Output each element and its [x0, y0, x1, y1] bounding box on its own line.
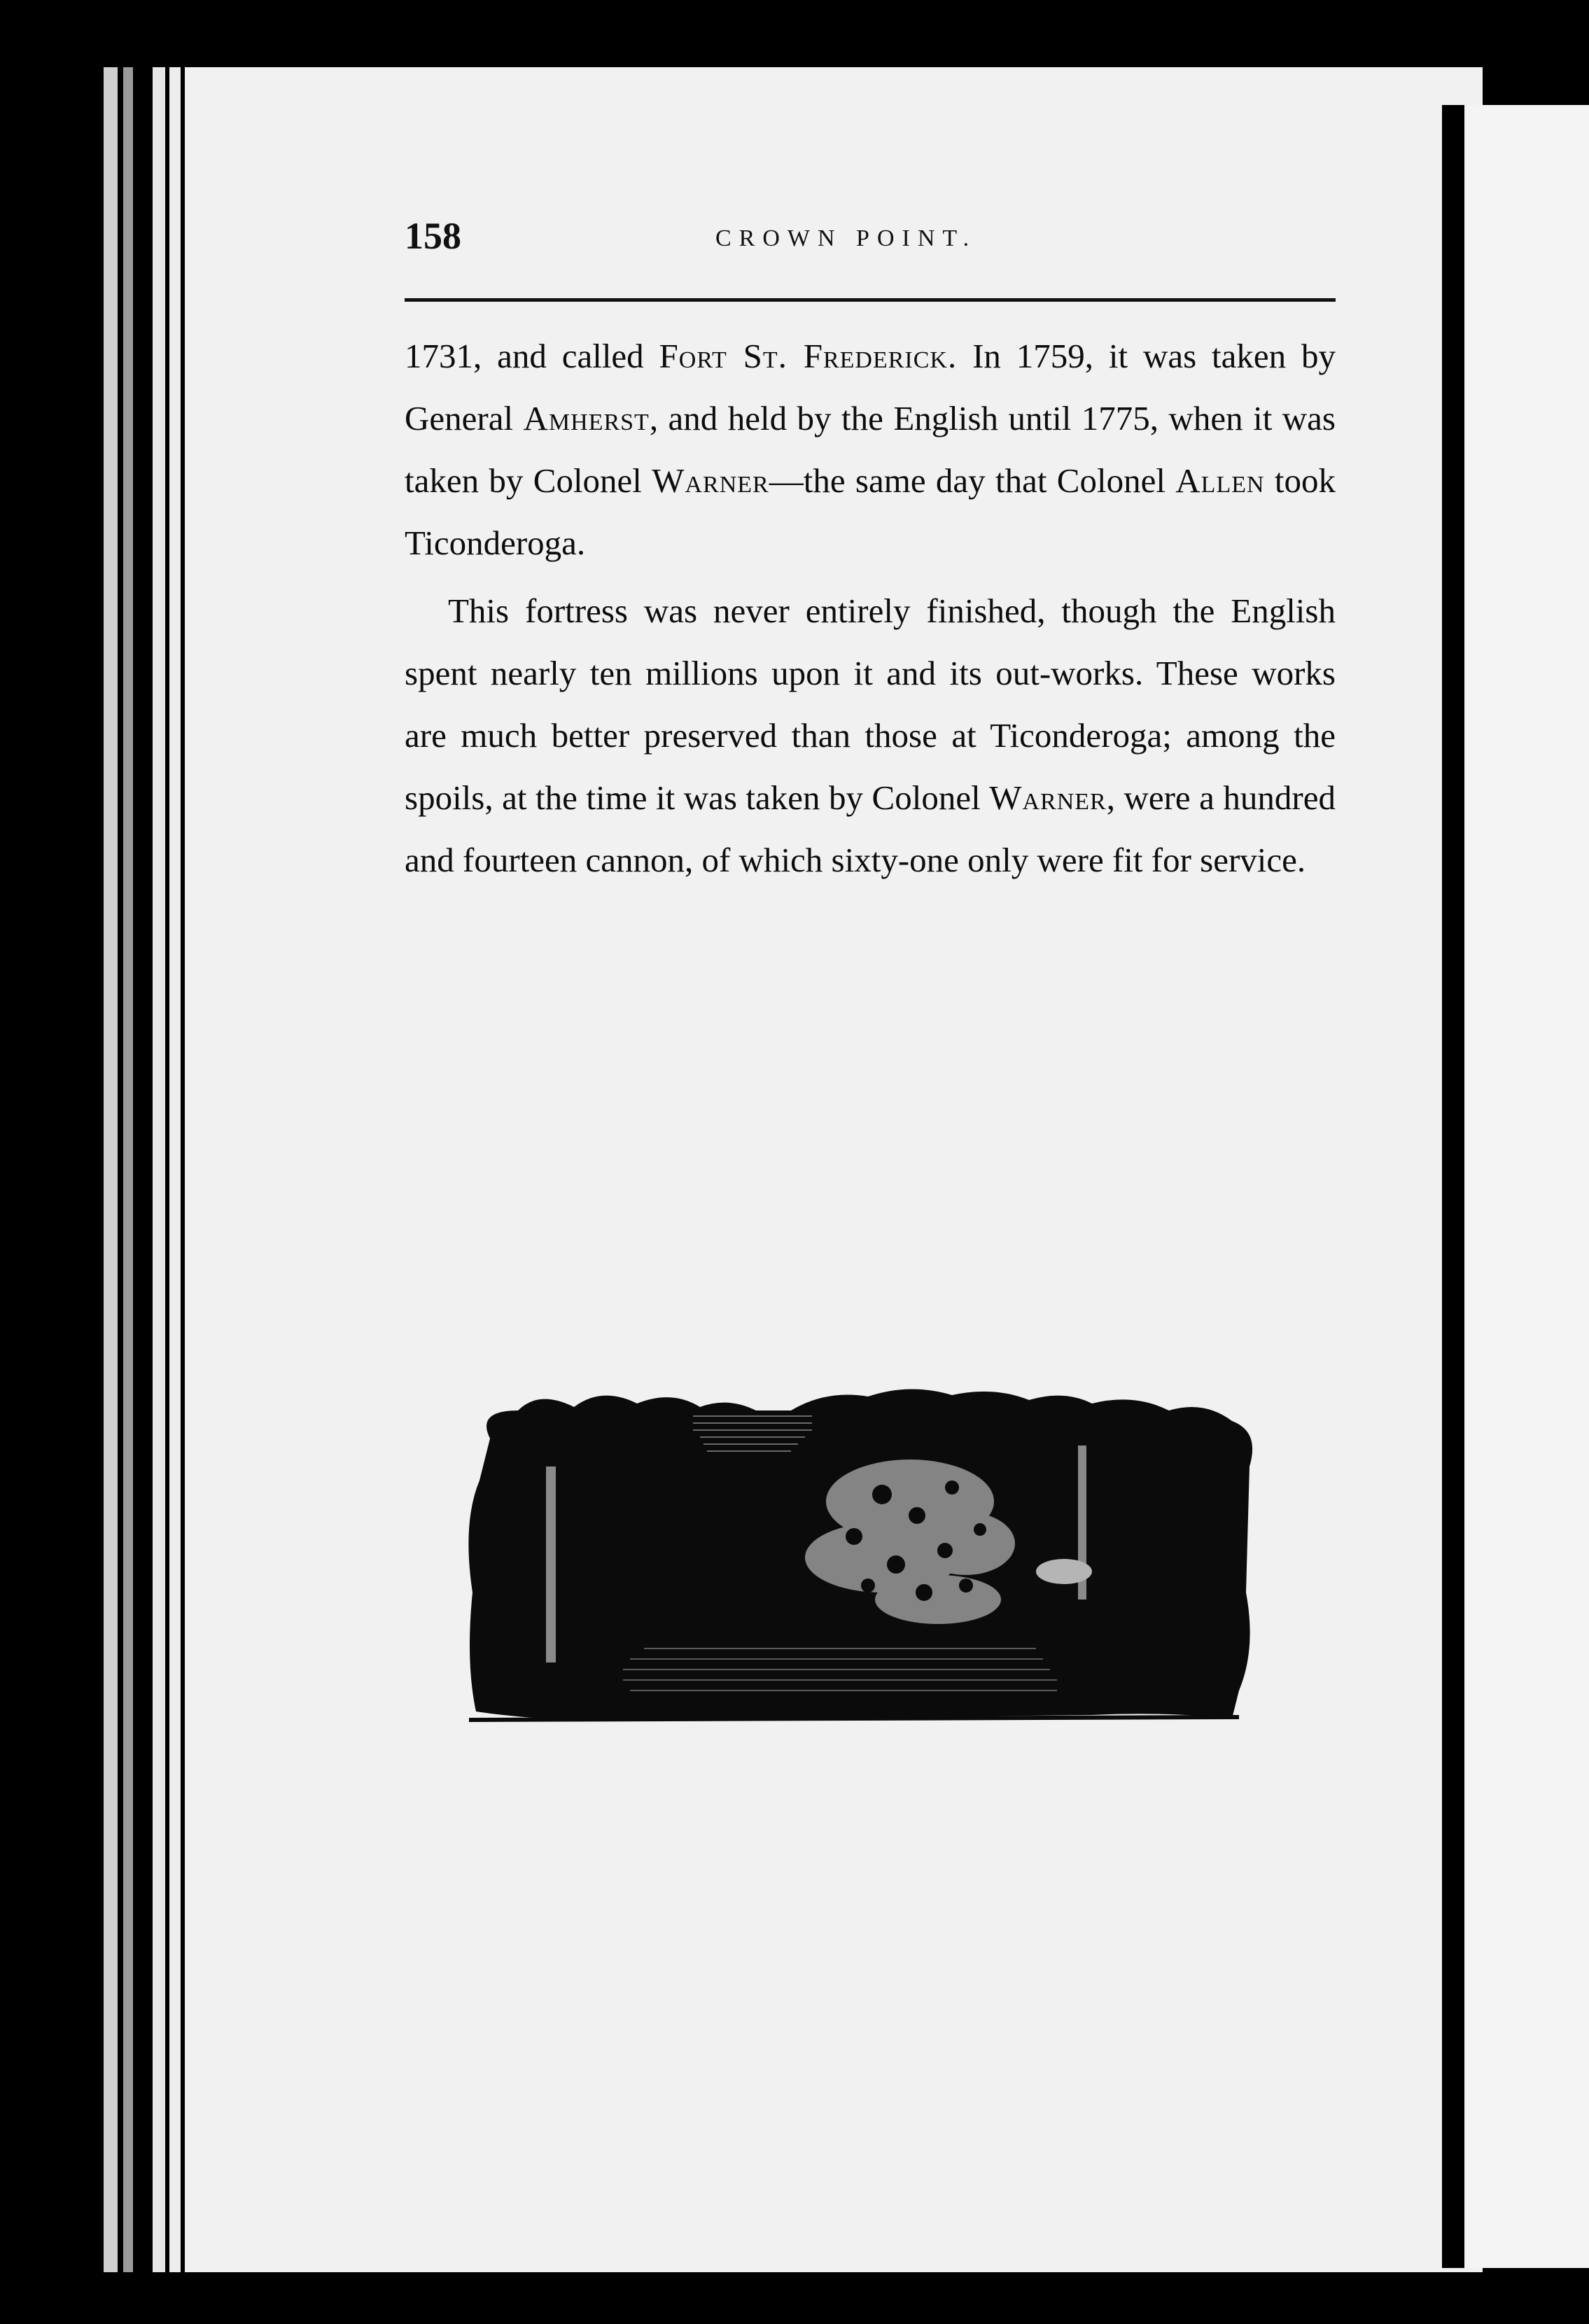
- paragraph-2: This fortress was never entirely finished, though the English spent nearly ten millions upon it and its out-works. These works are much better preserved than those at Ticonderoga; among the spoils, at the time it was taken by Colonel Warner, were a hundred and fourteen cannon, of which sixty-one only were fit for service.: [405, 592, 1336, 879]
- page-gutter-shadow: [1442, 105, 1464, 2268]
- page-number: 158: [405, 215, 461, 257]
- page-header: [405, 214, 1336, 263]
- body-text: [405, 325, 1336, 891]
- fort-name: Fort St. Frederick.: [659, 337, 958, 375]
- person-name: Warner: [652, 461, 769, 500]
- person-name: Amherst: [523, 399, 650, 438]
- person-name: Allen: [1175, 461, 1265, 500]
- paragraph-1: 1731, and called Fort St. Frederick. In 1759, it was taken by General Amherst, and held by the English until 1775, when it was taken by Colonel Warner—the same day that Colonel Allen took Ticonderoga.: [405, 337, 1336, 562]
- running-head: CROWN POINT.: [715, 225, 977, 251]
- person-name: Warner: [989, 778, 1107, 817]
- facing-page-edge: [1464, 105, 1589, 2268]
- woodcut-illustration: [462, 1382, 1264, 1740]
- header-rule: [405, 298, 1336, 302]
- book-binding-edge: [83, 67, 195, 2272]
